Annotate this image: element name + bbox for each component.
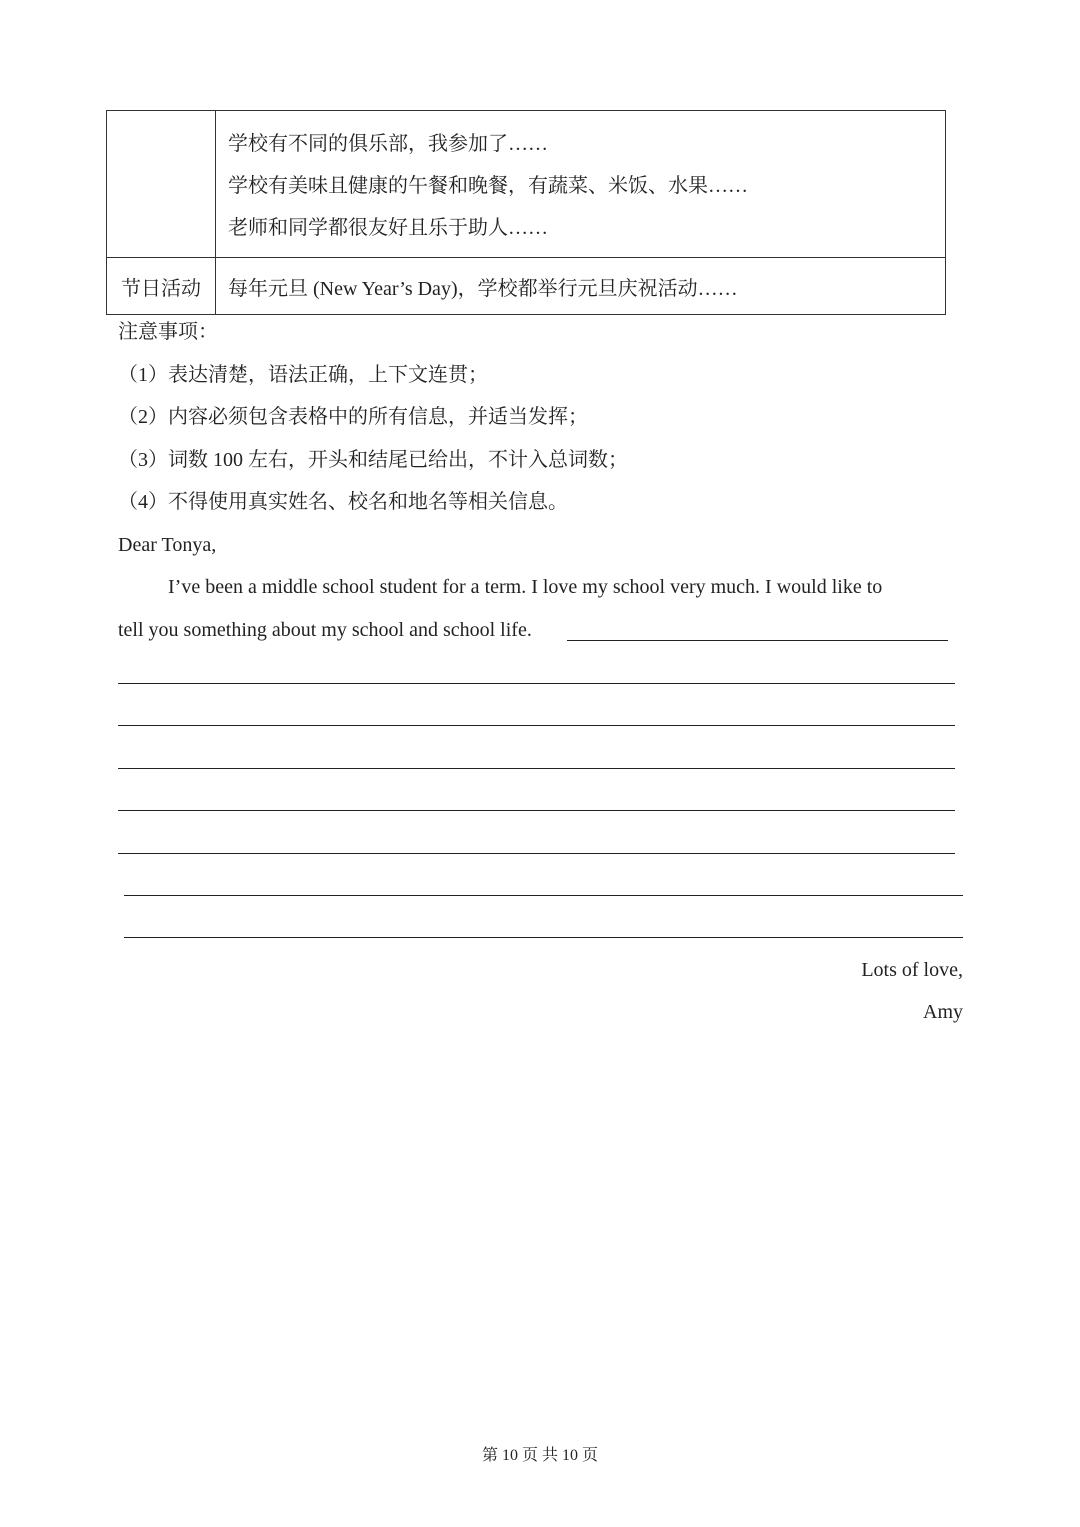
notes-title: 注意事项： — [118, 321, 218, 343]
table-cell-line: 老师和同学都很友好且乐于助人…… — [228, 217, 548, 239]
table-row — [107, 258, 946, 315]
answer-line — [118, 853, 955, 854]
letter-opening-line: I’ve been a middle school student for a term. I love my school very much. I would like to — [168, 576, 883, 598]
table-cell-line: 学校有美味且健康的午餐和晚餐，有蔬菜、米饭、水果…… — [228, 175, 748, 197]
info-table — [106, 110, 946, 315]
answer-line — [118, 810, 955, 811]
page-number: 第 10 页 共 10 页 — [481, 1447, 598, 1464]
table-row-label-cell — [107, 111, 216, 258]
table-cell-line: 学校有不同的俱乐部，我参加了…… — [228, 133, 548, 155]
note-item: （1）表达清楚，语法正确，上下文连贯； — [118, 364, 488, 386]
letter-closing: Lots of love, — [861, 959, 963, 981]
note-item: （3）词数 100 左右，开头和结尾已给出，不计入总词数； — [118, 449, 628, 471]
answer-line — [124, 937, 963, 938]
answer-line — [118, 768, 955, 769]
table-row-content-cell: 每年元旦 (New Year’s Day)，学校都举行元旦庆祝活动…… — [216, 258, 946, 315]
note-item: （2）内容必须包含表格中的所有信息，并适当发挥； — [118, 406, 588, 428]
table-row — [107, 111, 946, 258]
letter-opening-line: tell you something about my school and school life. — [118, 619, 532, 641]
answer-line — [118, 683, 955, 684]
letter-greeting: Dear Tonya, — [118, 534, 217, 556]
answer-line — [124, 895, 963, 896]
answer-line — [567, 640, 948, 641]
answer-line — [118, 725, 955, 726]
note-item: （4）不得使用真实姓名、校名和地名等相关信息。 — [118, 491, 568, 513]
table-row-content-cell — [216, 111, 946, 258]
letter-signature: Amy — [923, 1001, 963, 1023]
table-row-label-cell: 节日活动 — [107, 258, 216, 315]
